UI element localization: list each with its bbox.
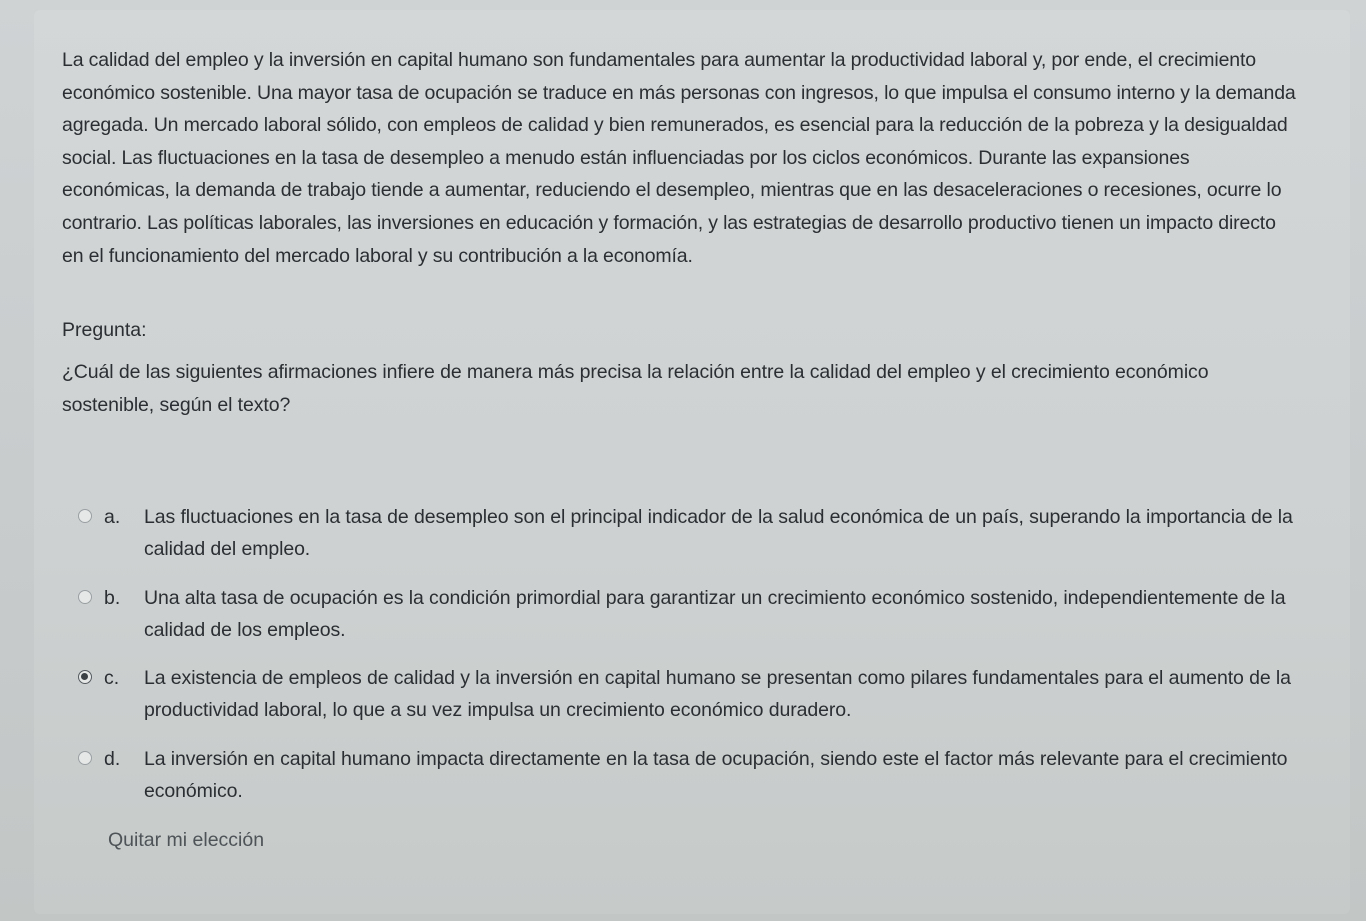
- option-letter-c: c.: [104, 667, 120, 689]
- answer-option-b[interactable]: [74, 581, 1304, 662]
- answer-option-c[interactable]: [74, 661, 1304, 742]
- reading-passage: La calidad del empleo y la inversión en capital humano son fundamentales para aumentar la productividad laboral y, por ende, el crecimiento económico sostenible. Una mayor tasa de ocupación se traduce en más personas con ingresos, lo que impulsa el consumo interno y la demanda agregada. Un mercado laboral sólido, con empleos de calidad y bien remunerados, es esencial para la reducción de la pobreza y la desigualdad social. Las fluctuaciones en la tasa de desempleo a menudo están influenciadas por los ciclos económicos. Durante las expansiones económicas, la demanda de trabajo tiende a aumentar, reduciendo el desempleo, mientras que en las desaceleraciones o recesiones, ocurre lo contrario. Las políticas laborales, las inversiones en educación y formación, y las estrategias de desarrollo productivo tienen un impacto directo en el funcionamiento del mercado laboral y su contribución a la economía.: [62, 49, 1296, 267]
- option-letter-b: b.: [104, 586, 121, 609]
- option-text-c: La existencia de empleos de calidad y la inversión en capital humano se presentan como pilares fundamentales para el aumento de la productividad laboral, lo que a su vez impulsa un crecimiento económico duradero.: [144, 667, 1291, 721]
- radio-button-b[interactable]: [78, 590, 92, 604]
- option-letter-a: a.: [104, 506, 121, 528]
- question-text: ¿Cuál de las siguientes afirmaciones infiere de manera más precisa la relación entre la calidad del empleo y el crecimiento económico sostenible, según el texto?: [62, 361, 1209, 416]
- answer-options: [74, 500, 1304, 822]
- option-letter-d: d.: [104, 747, 121, 770]
- answer-option-a[interactable]: [74, 500, 1304, 581]
- option-text-a: Las fluctuaciones en la tasa de desempleo son el principal indicador de la salud económica de un país, superando la importancia de la calidad del empleo.: [144, 506, 1293, 560]
- clear-choice-link[interactable]: Quitar mi elección: [108, 829, 265, 851]
- answer-option-d[interactable]: [74, 742, 1304, 823]
- radio-button-c[interactable]: [78, 670, 92, 684]
- option-text-d: La inversión en capital humano impacta directamente en la tasa de ocupación, siendo este el factor más relevante para el crecimiento económico.: [144, 747, 1288, 802]
- radio-button-a[interactable]: [78, 509, 92, 523]
- radio-button-d[interactable]: [78, 751, 92, 765]
- question-label: Pregunta:: [62, 319, 147, 341]
- option-text-b: Una alta tasa de ocupación es la condición primordial para garantizar un crecimiento económico sostenido, independientemente de la calidad de los empleos.: [144, 586, 1286, 641]
